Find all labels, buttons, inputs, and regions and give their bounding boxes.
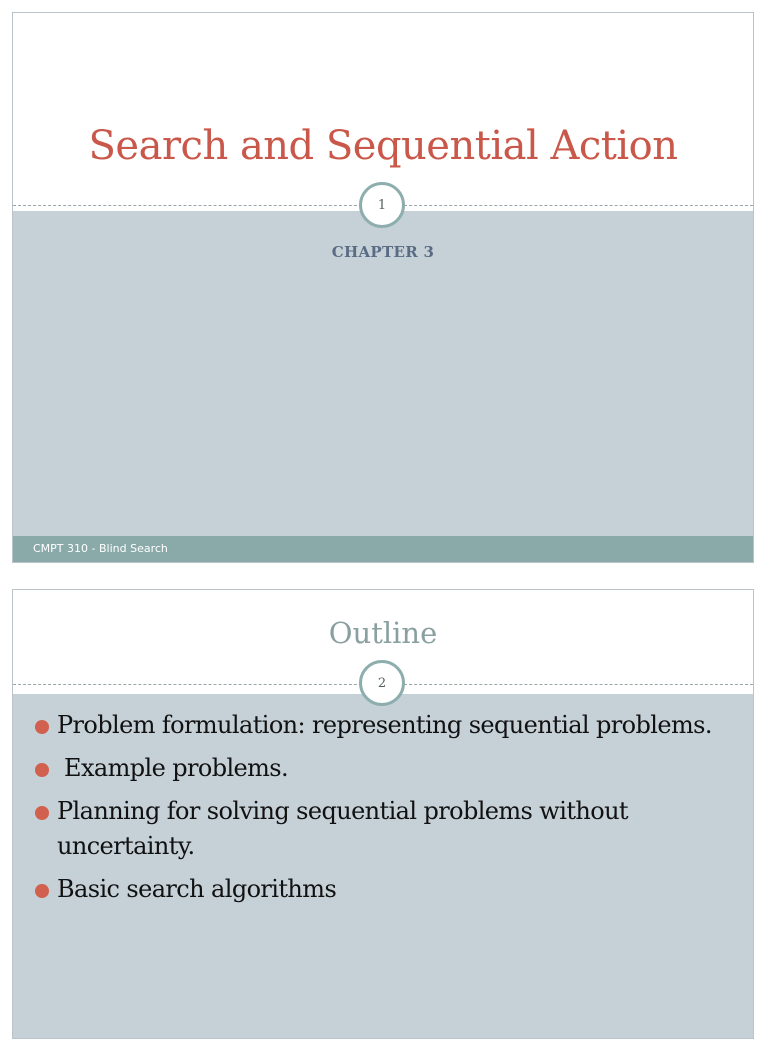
slide-number-badge: 2 xyxy=(359,660,405,706)
slide-footer: CMPT 310 - Blind Search xyxy=(13,536,753,562)
bullet-item xyxy=(35,872,743,907)
bullet-text: Problem formulation: representing sequential problems. xyxy=(57,711,712,739)
slide-2 xyxy=(12,589,754,1039)
slide-subtitle: CHAPTER 3 xyxy=(331,243,435,261)
bullet-text: Planning for solving sequential problems without uncertainty. xyxy=(57,797,628,860)
bullet-icon xyxy=(35,806,49,820)
bullet-item xyxy=(35,708,743,743)
slide-number-badge: 1 xyxy=(359,182,405,228)
bullet-list xyxy=(35,708,743,915)
slide-title: Outline xyxy=(328,616,438,650)
slide-title: Search and Sequential Action xyxy=(88,123,678,169)
bullet-item xyxy=(35,794,743,864)
bullet-icon xyxy=(35,720,49,734)
bullet-text: Basic search algorithms xyxy=(57,875,337,903)
bullet-icon xyxy=(35,763,49,777)
slide-1 xyxy=(12,12,754,563)
bullet-text: Example problems. xyxy=(57,754,289,782)
bullet-icon xyxy=(35,884,49,898)
bullet-item xyxy=(35,751,743,786)
